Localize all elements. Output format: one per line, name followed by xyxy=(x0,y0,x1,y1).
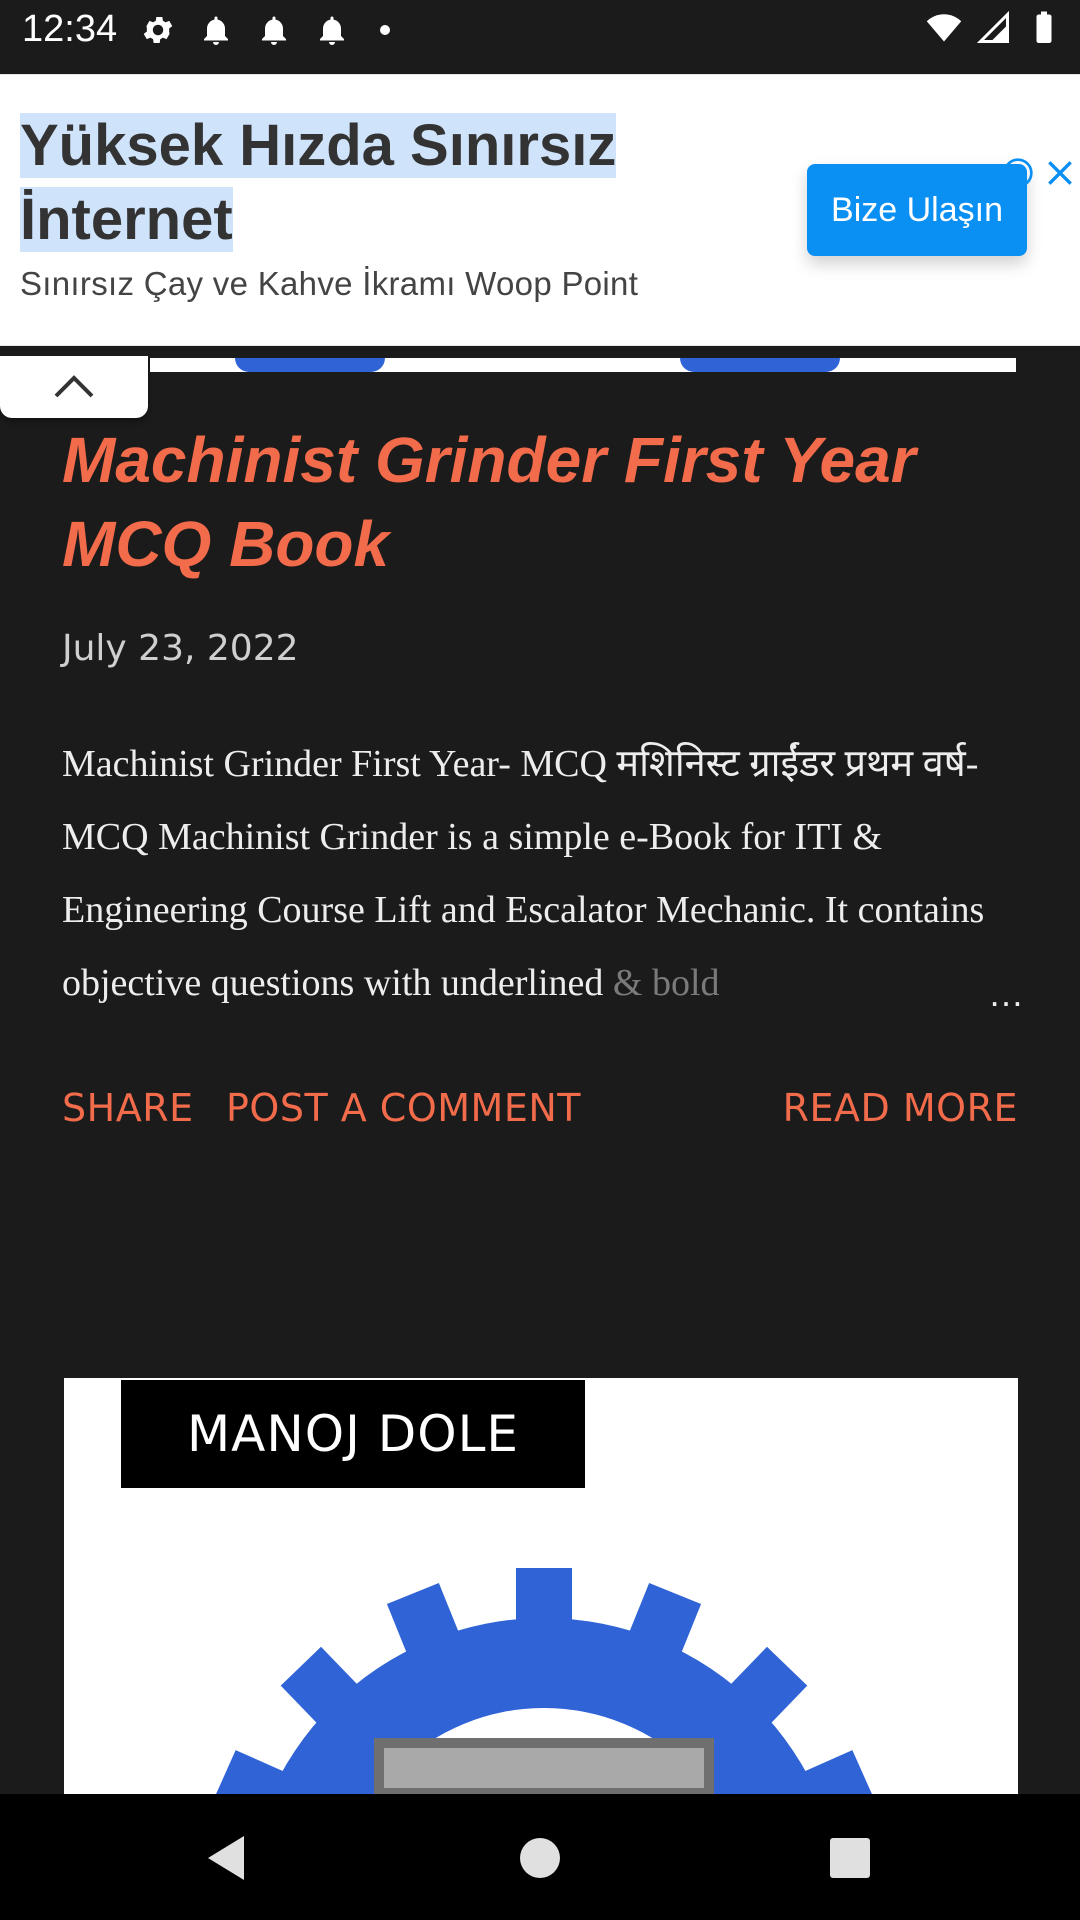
recents-icon[interactable] xyxy=(822,1830,878,1886)
post-title[interactable]: Machinist Grinder First Year MCQ Book xyxy=(62,424,916,580)
battery-icon xyxy=(1026,10,1062,46)
dot-icon xyxy=(380,25,390,35)
share-button[interactable]: SHARE xyxy=(62,1086,194,1130)
status-notification-icons xyxy=(140,12,390,48)
snippet-ellipsis: … xyxy=(988,973,1024,1014)
notification-bell-icon xyxy=(256,12,292,48)
info-icon[interactable] xyxy=(1002,157,1034,189)
back-icon[interactable] xyxy=(200,1830,256,1886)
post-actions xyxy=(62,1086,1018,1136)
settings-icon xyxy=(140,12,176,48)
gear-icon xyxy=(214,1528,874,1794)
status-time: 12:34 xyxy=(22,8,118,50)
ad-title-line2: İnternet xyxy=(20,187,233,252)
post-date: July 23, 2022 xyxy=(62,628,299,669)
post-comment-button[interactable]: POST A COMMENT xyxy=(226,1086,581,1130)
notification-bell-icon xyxy=(198,12,234,48)
chevron-up-icon xyxy=(52,372,96,402)
status-system-icons xyxy=(926,10,1062,46)
read-more-button[interactable]: READ MORE xyxy=(782,1086,1018,1130)
notification-bell-icon xyxy=(314,12,350,48)
post-snippet-text: Machinist Grinder First Year- MCQ मशिनिस्ट ग्राईंडर प्रथम वर्ष- MCQ Machinist Grinder is a simple e-Book for ITI & Engineering Course Lift and Escalator Mechanic. It contains objective questions with underlined xyxy=(62,743,985,1004)
status-bar xyxy=(0,0,1080,62)
home-icon[interactable] xyxy=(512,1830,568,1886)
ad-subtitle: Sınırsız Çay ve Kahve İkramı Woop Point xyxy=(20,265,639,302)
system-nav-bar xyxy=(0,1794,1080,1920)
cover-author-label: MANOJ DOLE xyxy=(121,1380,585,1488)
wifi-icon xyxy=(926,10,962,46)
post-cover-image[interactable] xyxy=(64,1378,1018,1794)
ad-banner[interactable] xyxy=(0,74,1080,346)
cell-signal-icon xyxy=(976,10,1012,46)
post-snippet-faded: & bold xyxy=(612,962,720,1004)
ad-title-line1: Yüksek Hızda Sınırsız xyxy=(20,113,617,178)
collapse-ad-button[interactable] xyxy=(0,356,148,418)
previous-post-image xyxy=(150,358,1016,372)
ad-contact-button[interactable]: Bize Ulaşın xyxy=(807,164,1027,256)
close-icon[interactable] xyxy=(1044,157,1076,189)
ad-title[interactable] xyxy=(20,109,640,257)
post-snippet xyxy=(62,728,1022,1020)
